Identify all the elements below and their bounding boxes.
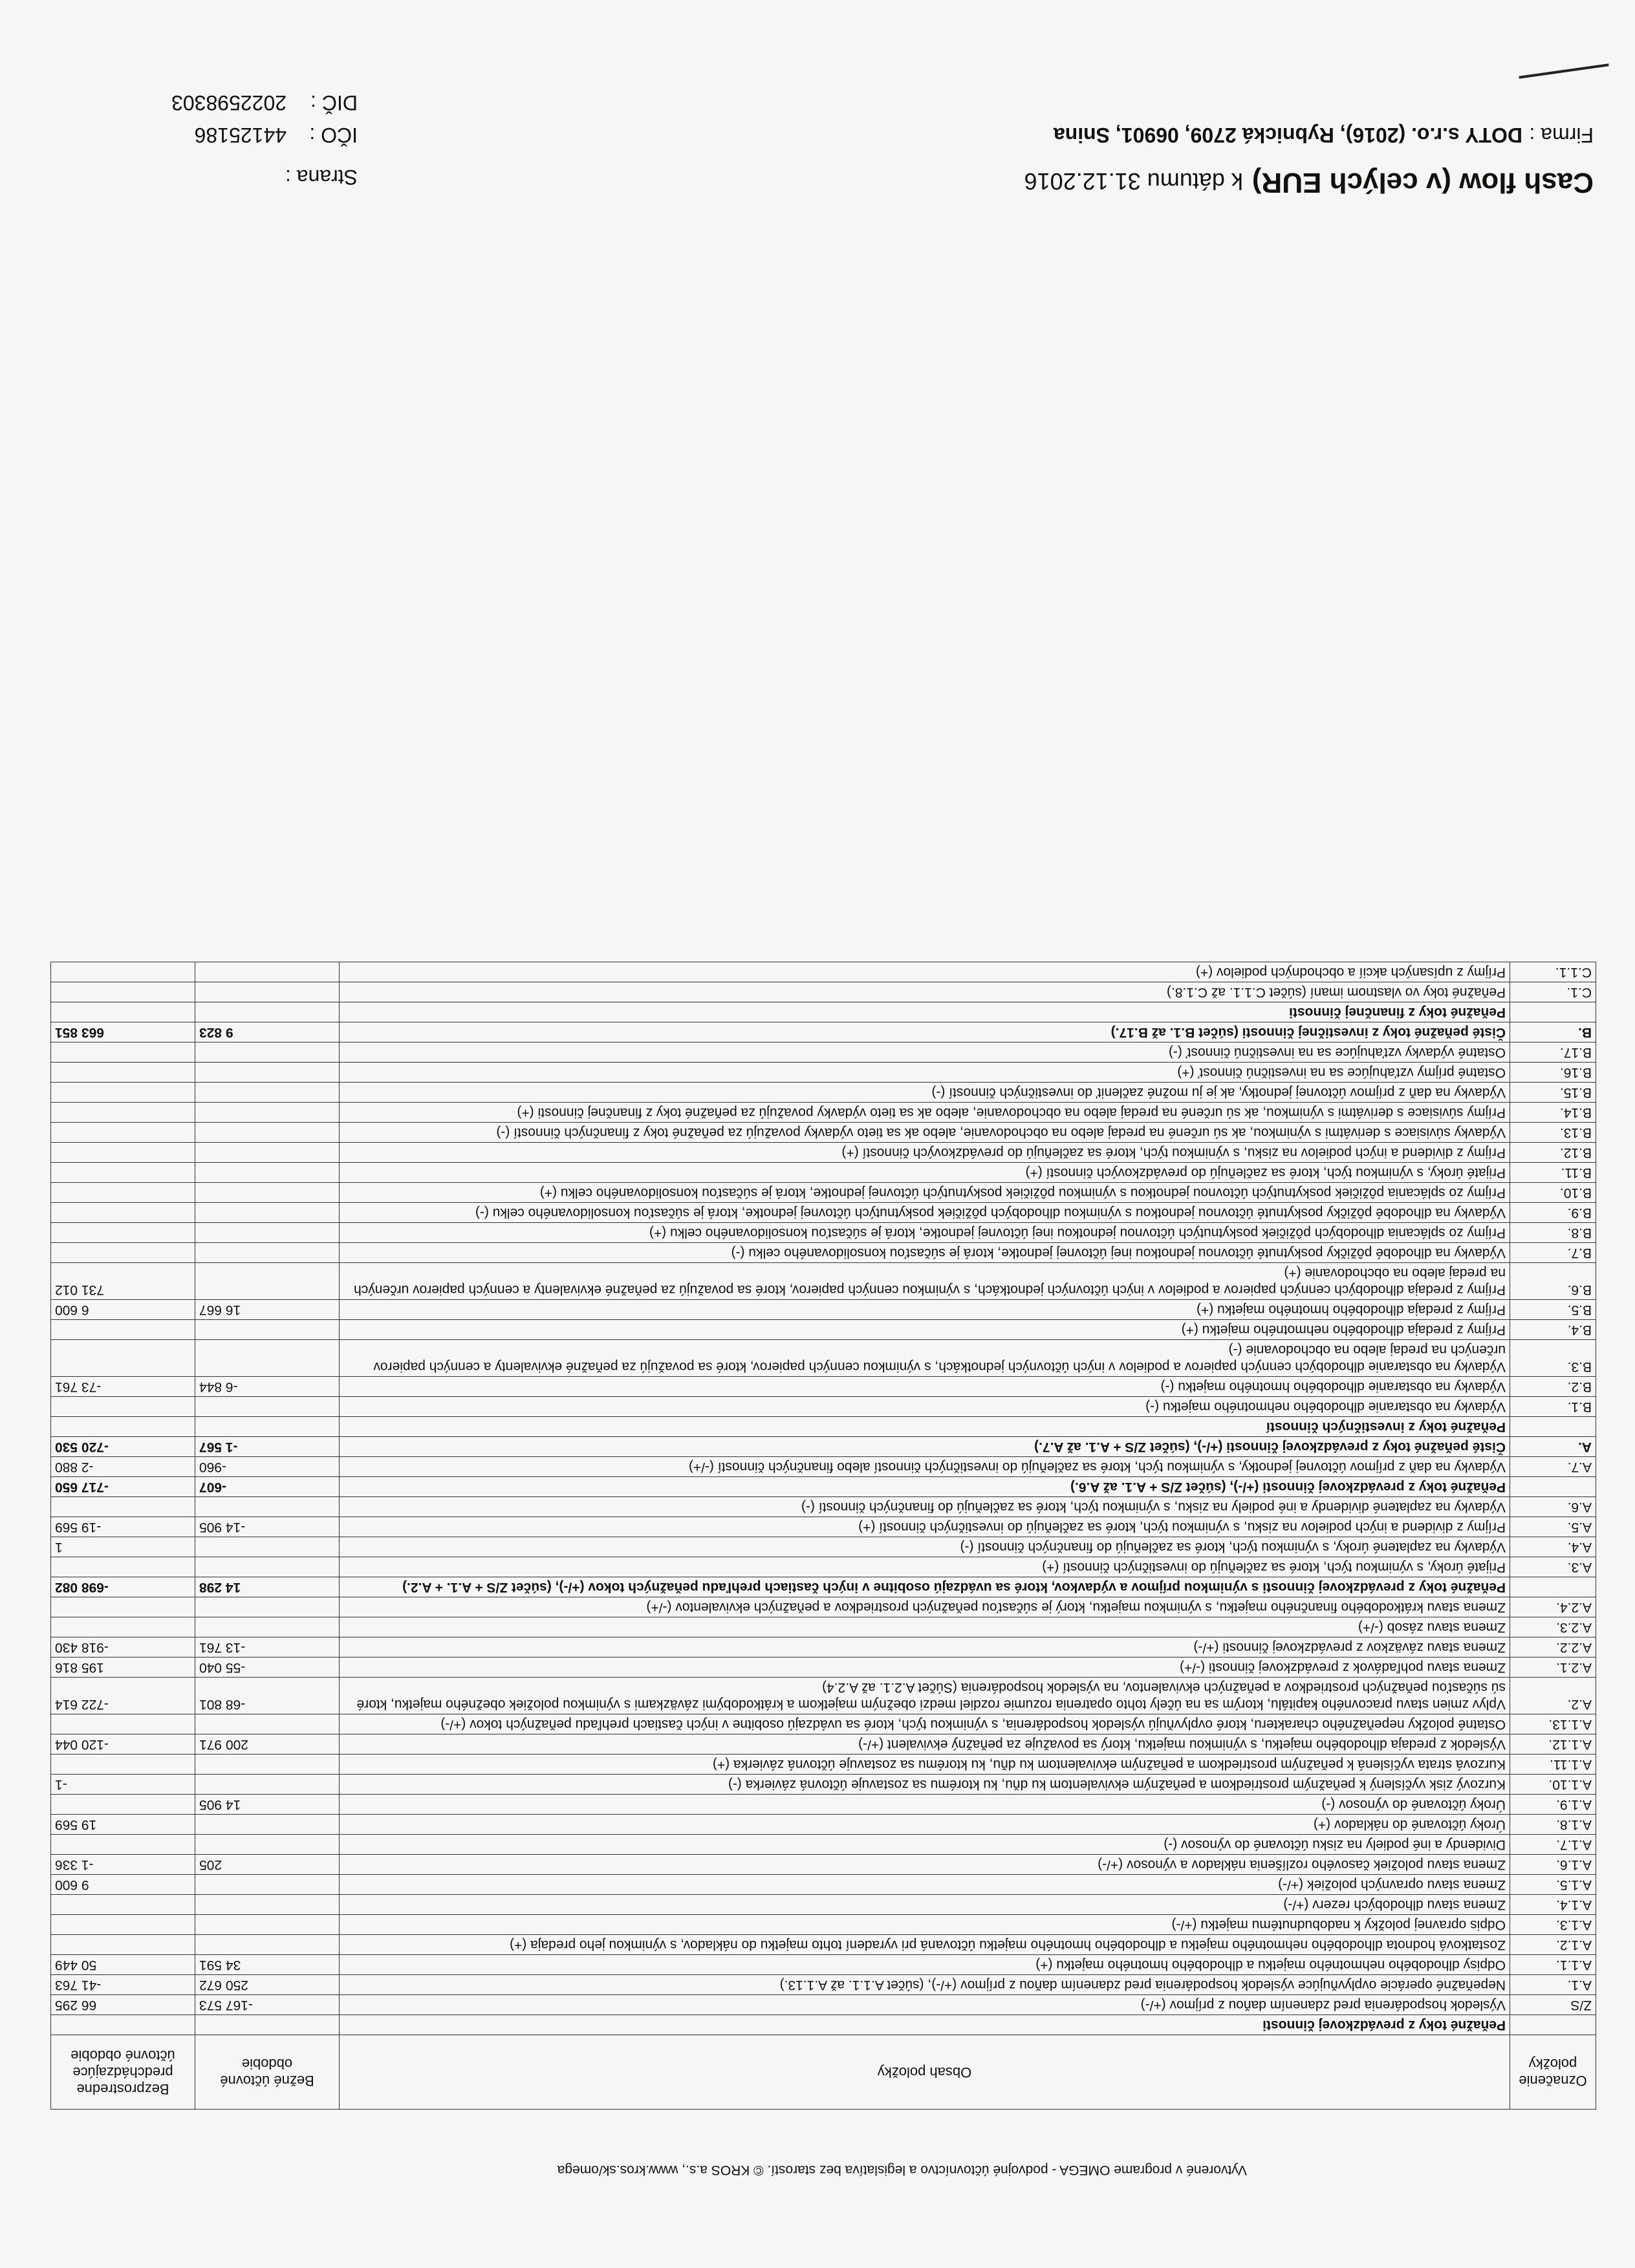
row-current — [195, 1042, 340, 1063]
row-previous — [51, 1340, 195, 1377]
row-current — [195, 1935, 340, 1955]
row-current — [195, 1417, 340, 1437]
row-current: 250 672 — [195, 1975, 340, 1995]
row-current: -607 — [195, 1477, 340, 1497]
row-code — [1510, 1477, 1596, 1497]
row-code: A.1. — [1510, 1975, 1596, 1995]
row-text: Výsledok z predaja dlhodobého majetku, s výnimkou majetku, ktorý sa považuje za peňažný ekvivalent (+/-) — [340, 1734, 1510, 1755]
row-text: Peňažné toky vo vlastnom imaní (súčet C.1.1. až C.1.8.) — [340, 982, 1510, 1002]
row-current — [195, 982, 340, 1002]
row-text: Príjmy z predaja dlhodobého hmotného majetku (+) — [340, 1300, 1510, 1320]
row-previous: -918 430 — [51, 1637, 195, 1658]
table-row — [51, 1895, 1596, 1915]
firma-value: DOTY s.r.o. (2016), Rybnická 2709, 06901, Snina — [1053, 124, 1522, 147]
pen-mark — [1519, 63, 1608, 78]
row-current — [195, 1755, 340, 1775]
report-date: k dátumu 31.12.2016 — [1024, 168, 1243, 195]
row-previous — [51, 1714, 195, 1734]
title-text: Cash flow (v celých EUR) — [1251, 167, 1594, 199]
table-row — [51, 1002, 1596, 1022]
row-code: B.11. — [1510, 1163, 1596, 1183]
table-row — [51, 1617, 1596, 1637]
row-current: 16 667 — [195, 1300, 340, 1320]
row-previous — [51, 1163, 195, 1183]
row-current — [195, 1163, 340, 1183]
header-previous: Bezprostredne predchádzajúce účtovné obdobie — [51, 2035, 195, 2110]
ico-label: IČO : — [309, 124, 358, 147]
table-row — [51, 1143, 1596, 1163]
table-row — [51, 962, 1596, 982]
row-current — [195, 1617, 340, 1637]
row-text: Peňažné toky z prevádzkovej činnosti s výnimkou príjmov a výdavkov, ktoré sa uvádzajú osobitne v iných častiach prehľadu peňažných tokov (+/-), (súčet Z/S + A.1. + A.2.) — [340, 1577, 1510, 1597]
row-text: Zmena stavu dlhodobých rezerv (+/-) — [340, 1895, 1510, 1915]
table-row — [51, 1123, 1596, 1143]
row-code: B.12. — [1510, 1143, 1596, 1163]
row-text: Príjmy z predaja dlhodobých cenných papierov a podielov v iných účtovných jednotkách, s výnimkou cenných papierov, ktoré sa považujú za peňažné ekvivalenty a cenných papierov určených na predaj alebo na obchodovanie (+) — [340, 1263, 1510, 1300]
row-current: -55 040 — [195, 1658, 340, 1678]
row-current — [195, 1597, 340, 1617]
row-code: A.2. — [1510, 1678, 1596, 1714]
row-text: Výdavky na obstaranie dlhodobého hmotného majetku (-) — [340, 1377, 1510, 1397]
table-row — [51, 1300, 1596, 1320]
row-text: Príjmy zo splácania dlhodobých pôžičiek poskytnutých účtovnou jednotkou inej účtovnej jednotke, ktorá je súčasťou konsolidovaného celku (+) — [340, 1223, 1510, 1243]
row-text: Ostatné príjmy vzťahujúce sa na investičnú činnosť (+) — [340, 1063, 1510, 1083]
table-row — [51, 1795, 1596, 1815]
row-code: A.1.2. — [1510, 1935, 1596, 1955]
table-row — [51, 1935, 1596, 1955]
row-previous — [51, 1223, 195, 1243]
row-previous — [51, 1617, 195, 1637]
table-row — [51, 1263, 1596, 1300]
row-current: 9 823 — [195, 1022, 340, 1042]
table-row — [51, 1875, 1596, 1895]
row-code: B.8. — [1510, 1223, 1596, 1243]
table-row — [51, 1855, 1596, 1875]
row-text: Zmena stavu krátkodobého finančného majetku, s výnimkou majetku, ktorý je súčasťou peňažných prostriedkov a peňažných ekvivalentov (-/+) — [340, 1597, 1510, 1617]
dic-line — [171, 91, 358, 114]
row-code: B.3. — [1510, 1340, 1596, 1377]
row-current — [195, 1123, 340, 1143]
row-text: Zmena stavu pohľadávok z prevádzkovej činnosti (-/+) — [340, 1658, 1510, 1678]
table-row — [51, 1497, 1596, 1517]
row-text: Prijaté úroky, s výnimkou tých, ktoré sa začleňujú do investičných činností (+) — [340, 1557, 1510, 1577]
row-code — [1510, 1417, 1596, 1437]
row-code: B.1. — [1510, 1397, 1596, 1417]
row-text: Odpis opravnej položky k nadobudnutému majetku (+/-) — [340, 1915, 1510, 1935]
row-previous — [51, 1042, 195, 1063]
row-text: Príjmy z predaja dlhodobého nehmotného majetku (+) — [340, 1320, 1510, 1340]
row-previous: -41 763 — [51, 1975, 195, 1995]
row-text: Príjmy z upísaných akcií a obchodných podielov (+) — [340, 962, 1510, 982]
row-text: Príjmy z dividend a iných podielov na zisku, s výnimkou tých, ktoré sa začleňujú do prevádzkových činností (+) — [340, 1143, 1510, 1163]
row-code: A.1.1. — [1510, 1955, 1596, 1975]
row-current — [195, 1103, 340, 1123]
row-code: A.2.3. — [1510, 1617, 1596, 1637]
row-previous — [51, 1203, 195, 1223]
table-row — [51, 1340, 1596, 1377]
table-row — [51, 1658, 1596, 1678]
row-code: A.2.2. — [1510, 1637, 1596, 1658]
row-current: -1 567 — [195, 1437, 340, 1457]
row-current: 200 971 — [195, 1734, 340, 1755]
table-row — [51, 1042, 1596, 1063]
row-text: Dividendy a iné podiely na zisku účtované do výnosov (-) — [340, 1835, 1510, 1855]
row-code: A.5. — [1510, 1517, 1596, 1537]
row-previous — [51, 1835, 195, 1855]
row-text: Výdavky na dlhodobé pôžičky poskytnuté účtovnou jednotkou s výnimkou dlhodobých pôžičiek poskytnutých účtovnej jednotke, ktorá je súčasťou konsolidovaného celku (-) — [340, 1203, 1510, 1223]
row-code: B.2. — [1510, 1377, 1596, 1397]
table-body — [51, 962, 1596, 2035]
row-code — [1510, 1577, 1596, 1597]
row-current: -13 761 — [195, 1637, 340, 1658]
row-previous — [51, 1243, 195, 1263]
table-row — [51, 1063, 1596, 1083]
row-previous: 50 449 — [51, 1955, 195, 1975]
row-code: A.2.1. — [1510, 1658, 1596, 1678]
row-code: B.7. — [1510, 1243, 1596, 1263]
row-text: Peňažné toky z investičných činností — [340, 1417, 1510, 1437]
row-text: Ostatné výdavky vzťahujúce sa na investičnú činnosť (-) — [340, 1042, 1510, 1063]
row-code: A.1.6. — [1510, 1855, 1596, 1875]
row-current — [195, 1895, 340, 1915]
row-text: Kurzová strata vyčíslená k peňažným prostriedkom a peňažným ekvivalentom ku dňu, ku ktorému sa zostavuje účtovná závierka (+) — [340, 1755, 1510, 1775]
row-code: A.7. — [1510, 1457, 1596, 1477]
row-previous — [51, 1497, 195, 1517]
table-row — [51, 1103, 1596, 1123]
row-previous — [51, 1895, 195, 1915]
row-previous: 731 012 — [51, 1263, 195, 1300]
row-code: B.15. — [1510, 1083, 1596, 1103]
row-text: Peňažné toky z finančnej činnosti — [340, 1002, 1510, 1022]
row-code: A.6. — [1510, 1497, 1596, 1517]
row-previous: 1 — [51, 1537, 195, 1557]
row-text: Výdavky na daň z príjmov účtovnej jednotky, ak je ju možné začleniť do investičných činností (-) — [340, 1083, 1510, 1103]
row-current — [195, 1775, 340, 1795]
row-previous: -720 530 — [51, 1437, 195, 1457]
row-previous — [51, 1417, 195, 1437]
row-current: -167 573 — [195, 1995, 340, 2015]
row-text: Vplyv zmien stavu pracovného kapitálu, ktorým sa na účely tohto opatrenia rozumie rozdiel medzi obežným majetkom a krátkodobými záväzkami s výnimkou položiek obežného majetku, ktoré sú súčasťou peňažných prostriedkov a peňažných ekvivalentov, na výsledok hospodárenia (Súčet A.2.1. až A.2.4) — [340, 1678, 1510, 1714]
row-current — [195, 1243, 340, 1263]
row-previous: -698 082 — [51, 1577, 195, 1597]
table-row — [51, 1637, 1596, 1658]
table-row — [51, 1397, 1596, 1417]
table-row — [51, 1223, 1596, 1243]
row-previous — [51, 982, 195, 1002]
row-previous — [51, 2015, 195, 2035]
row-previous: 195 816 — [51, 1658, 195, 1678]
row-code: B.9. — [1510, 1203, 1596, 1223]
row-previous: 9 600 — [51, 1875, 195, 1895]
table-row — [51, 1577, 1596, 1597]
row-previous — [51, 1935, 195, 1955]
row-code: A.1.4. — [1510, 1895, 1596, 1915]
ico-value: 44125186 — [194, 124, 287, 147]
row-code: A.1.5. — [1510, 1875, 1596, 1895]
table-row — [51, 1183, 1596, 1203]
row-previous: -19 569 — [51, 1517, 195, 1537]
row-code: B. — [1510, 1022, 1596, 1042]
row-text: Úroky účtované do nákladov (+) — [340, 1815, 1510, 1835]
row-code: C.1.1. — [1510, 962, 1596, 982]
row-code: A.1.11. — [1510, 1755, 1596, 1775]
row-previous: -1 — [51, 1775, 195, 1795]
row-current: -6 844 — [195, 1377, 340, 1397]
row-code: A. — [1510, 1437, 1596, 1457]
cash-flow-table — [50, 962, 1596, 2110]
row-text: Kurzový zisk vyčíslený k peňažným prostriedkom a peňažným ekvivalentom ku dňu, ku ktorému sa zostavuje účtovná závierka (-) — [340, 1775, 1510, 1795]
row-code: B.13. — [1510, 1123, 1596, 1143]
row-previous: 6 600 — [51, 1300, 195, 1320]
row-previous — [51, 1103, 195, 1123]
row-code: A.1.8. — [1510, 1815, 1596, 1835]
row-text: Zostatková hodnota dlhodobého nehmotného majetku a dlhodobého hmotného majetku účtovaná pri vyradení tohto majetku do nákladov, s výnimkou jeho predaja (+) — [340, 1935, 1510, 1955]
row-current — [195, 1815, 340, 1835]
row-text: Výdavky na daň z príjmov účtovnej jednotky, s výnimkou tých, ktoré sa začleňujú do investičných činností alebo finančných činností (-/+) — [340, 1457, 1510, 1477]
table-row — [51, 1537, 1596, 1557]
row-code: B.5. — [1510, 1300, 1596, 1320]
row-text: Zmena stavu položiek časového rozlíšenia nákladov a výnosov (+/-) — [340, 1855, 1510, 1875]
row-current — [195, 1203, 340, 1223]
row-current — [195, 1557, 340, 1577]
table-row — [51, 1815, 1596, 1835]
row-code — [1510, 2015, 1596, 2035]
row-text: Výdavky na dlhodobé pôžičky poskytnuté účtovnou jednotkou inej účtovnej jednotke, ktorá je súčasťou konsolidovaného celku (-) — [340, 1243, 1510, 1263]
table-row — [51, 1775, 1596, 1795]
row-code: A.3. — [1510, 1557, 1596, 1577]
row-previous — [51, 1183, 195, 1203]
row-text: Výdavky súvisiace s derivátmi s výnimkou, ak sú určené na predaj alebo na obchodovanie, alebo ak sa tieto výdavky považujú za peňažné toky z finančných činností (-) — [340, 1123, 1510, 1143]
row-current: 14 298 — [195, 1577, 340, 1597]
dic-label: DIČ : — [310, 91, 358, 114]
row-code: C.1. — [1510, 982, 1596, 1002]
row-text: Výdavky na zaplatené úroky, s výnimkou tých, ktoré sa začleňujú do finančných činností (-) — [340, 1537, 1510, 1557]
row-current — [195, 1263, 340, 1300]
row-previous: 66 295 — [51, 1995, 195, 2015]
row-text: Peňažné toky z prevádzkovej činnosti (+/-), (súčet Z/S + A.1. až A.6.) — [340, 1477, 1510, 1497]
row-current — [195, 1223, 340, 1243]
table-row — [51, 1975, 1596, 1995]
row-current: -68 801 — [195, 1678, 340, 1714]
row-current — [195, 1063, 340, 1083]
row-text: Výsledok hospodárenia pred zdanením daňou z príjmov (+/-) — [340, 1995, 1510, 2015]
row-previous: -717 650 — [51, 1477, 195, 1497]
row-previous — [51, 1755, 195, 1775]
row-current — [195, 1183, 340, 1203]
table-row — [51, 1835, 1596, 1855]
row-previous — [51, 1063, 195, 1083]
table-row — [51, 1437, 1596, 1457]
row-current — [195, 1537, 340, 1557]
row-current — [195, 962, 340, 982]
row-code: A.4. — [1510, 1537, 1596, 1557]
table-row — [51, 1755, 1596, 1775]
row-previous — [51, 1083, 195, 1103]
row-previous — [51, 1320, 195, 1340]
row-current: 205 — [195, 1855, 340, 1875]
table-row — [51, 1597, 1596, 1617]
row-code: Z/S — [1510, 1995, 1596, 2015]
row-code: B.17. — [1510, 1042, 1596, 1063]
footer-note: Vytvorené v programe OMEGA - podvojné účtovníctvo a legislatíva bez starostí. © KROS a.s., www.kros.sk/omega — [557, 2163, 1247, 2177]
row-current — [195, 1497, 340, 1517]
row-current — [195, 1143, 340, 1163]
row-previous — [51, 1557, 195, 1577]
table-row — [51, 1163, 1596, 1183]
table-row — [51, 1203, 1596, 1223]
row-current — [195, 1083, 340, 1103]
row-text: Výdavky na zaplatené dividendy a iné podiely na zisku, s výnimkou tých, ktoré sa začleňujú do finančných činností (-) — [340, 1497, 1510, 1517]
row-code: A.1.3. — [1510, 1915, 1596, 1935]
row-code: B.4. — [1510, 1320, 1596, 1340]
row-previous: -73 761 — [51, 1377, 195, 1397]
row-current — [195, 1915, 340, 1935]
table-row — [51, 1678, 1596, 1714]
table-row — [51, 1557, 1596, 1577]
table-row — [51, 1955, 1596, 1975]
header-content: Obsah položky — [340, 2035, 1510, 2110]
row-previous — [51, 1397, 195, 1417]
row-current: -960 — [195, 1457, 340, 1477]
row-text: Zmena stavu záväzkov z prevádzkovej činnosti (+/-) — [340, 1637, 1510, 1658]
row-text: Príjmy z dividend a iných podielov na zisku, s výnimkou tých, ktoré sa začleňujú do investičných činností (+) — [340, 1517, 1510, 1537]
header-current: Bežné účtovné obdobie — [195, 2035, 340, 2110]
row-code: A.1.7. — [1510, 1835, 1596, 1855]
row-code — [1510, 1002, 1596, 1022]
row-code: B.10. — [1510, 1183, 1596, 1203]
firma-line — [1054, 123, 1594, 147]
table-row — [51, 1995, 1596, 2015]
row-previous: -2 880 — [51, 1457, 195, 1477]
row-current — [195, 1835, 340, 1855]
table-row — [51, 1517, 1596, 1537]
table-row — [51, 1915, 1596, 1935]
table-row — [51, 1377, 1596, 1397]
row-previous: -722 614 — [51, 1678, 195, 1714]
table-row — [51, 1243, 1596, 1263]
row-current — [195, 1002, 340, 1022]
dic-value: 2022598303 — [171, 91, 287, 114]
row-text: Čisté peňažné toky z prevádzkovej činnosti (+/-), (súčet Z/S + A.1. až A.7.) — [340, 1437, 1510, 1457]
table-row — [51, 2015, 1596, 2035]
header-code: Označenie položky — [1510, 2035, 1596, 2110]
row-previous: -1 336 — [51, 1855, 195, 1875]
row-text: Výdavky na obstaranie dlhodobých cenných papierov a podielov v iných účtovných jednotkách, s výnimkou cenných papierov, ktoré sa považujú za peňažné ekvivalenty a cenných papierov určených na predaj alebo na obchodovanie (-) — [340, 1340, 1510, 1377]
row-code: A.1.12. — [1510, 1734, 1596, 1755]
row-current — [195, 1714, 340, 1734]
row-text: Zmena stavu opravných položiek (+/-) — [340, 1875, 1510, 1895]
row-current — [195, 1397, 340, 1417]
row-text: Zmena stavu zásob (-/+) — [340, 1617, 1510, 1637]
row-current: 14 905 — [195, 1795, 340, 1815]
table-row — [51, 982, 1596, 1002]
row-text: Čisté peňažné toky z investičnej činnosti (súčet B.1. až B.17.) — [340, 1022, 1510, 1042]
row-code: A.1.13. — [1510, 1714, 1596, 1734]
table-row — [51, 1320, 1596, 1340]
row-text: Nepeňažné operácie ovplyvňujúce výsledok hospodárenia pred zdanením daňou z príjmov (+/-), (súčet A.1.1. až A.1.13.) — [340, 1975, 1510, 1995]
row-previous — [51, 1915, 195, 1935]
table-row — [51, 1734, 1596, 1755]
row-text: Výdavky na obstaranie dlhodobého nehmotného majetku (-) — [340, 1397, 1510, 1417]
table-row — [51, 1083, 1596, 1103]
ico-line — [195, 123, 358, 147]
row-code: A.1.9. — [1510, 1795, 1596, 1815]
row-code: B.16. — [1510, 1063, 1596, 1083]
row-text: Odpisy dlhodobého nehmotného majetku a dlhodobého hmotného majetku (+) — [340, 1955, 1510, 1975]
row-code: B.6. — [1510, 1263, 1596, 1300]
firma-label: Firma : — [1529, 124, 1594, 147]
row-text: Úroky účtované do výnosov (-) — [340, 1795, 1510, 1815]
row-previous: 663 851 — [51, 1022, 195, 1042]
row-previous: -120 044 — [51, 1734, 195, 1755]
table-row — [51, 1417, 1596, 1437]
row-current — [195, 1340, 340, 1377]
row-current — [195, 1875, 340, 1895]
row-current — [195, 1320, 340, 1340]
row-text: Ostatné položky nepeňažného charakteru, ktoré ovplyvňujú výsledok hospodárenia, s výnimkou tých, ktoré sa uvádzajú osobitne v iných častiach prehľadu peňažných tokov (+/-) — [340, 1714, 1510, 1734]
row-previous — [51, 1795, 195, 1815]
row-text: Prijaté úroky, s výnimkou tých, ktoré sa začleňujú do prevádzkových činností (+) — [340, 1163, 1510, 1183]
row-current — [195, 2015, 340, 2035]
row-previous — [51, 962, 195, 982]
row-text: Peňažné toky z prevádzkovej činnosti — [340, 2015, 1510, 2035]
row-code: A.2.4. — [1510, 1597, 1596, 1617]
table-row — [51, 1477, 1596, 1497]
document-title — [1024, 166, 1594, 199]
row-previous: 19 569 — [51, 1815, 195, 1835]
row-previous — [51, 1597, 195, 1617]
row-previous — [51, 1123, 195, 1143]
table-row — [51, 1022, 1596, 1042]
table-row — [51, 1457, 1596, 1477]
row-current: -14 905 — [195, 1517, 340, 1537]
table-header-row — [51, 2035, 1596, 2110]
row-text: Príjmy zo splácania pôžičiek poskytnutých účtovnou jednotkou s výnimkou pôžičiek poskytnutých účtovnej jednotke, ktorá je súčasťou konsolidovaného celku (+) — [340, 1183, 1510, 1203]
row-previous — [51, 1143, 195, 1163]
page-label: Strana : — [285, 166, 358, 189]
row-previous — [51, 1002, 195, 1022]
row-current: 34 591 — [195, 1955, 340, 1975]
row-text: Príjmy súvisiace s derivátmi s výnimkou, ak sú určené na predaj alebo na obchodovanie, alebo ak sa tieto výdavky považujú za peňažné toky z finančnej činnosti (+) — [340, 1103, 1510, 1123]
row-code: A.1.10. — [1510, 1775, 1596, 1795]
row-code: B.14. — [1510, 1103, 1596, 1123]
table-row — [51, 1714, 1596, 1734]
